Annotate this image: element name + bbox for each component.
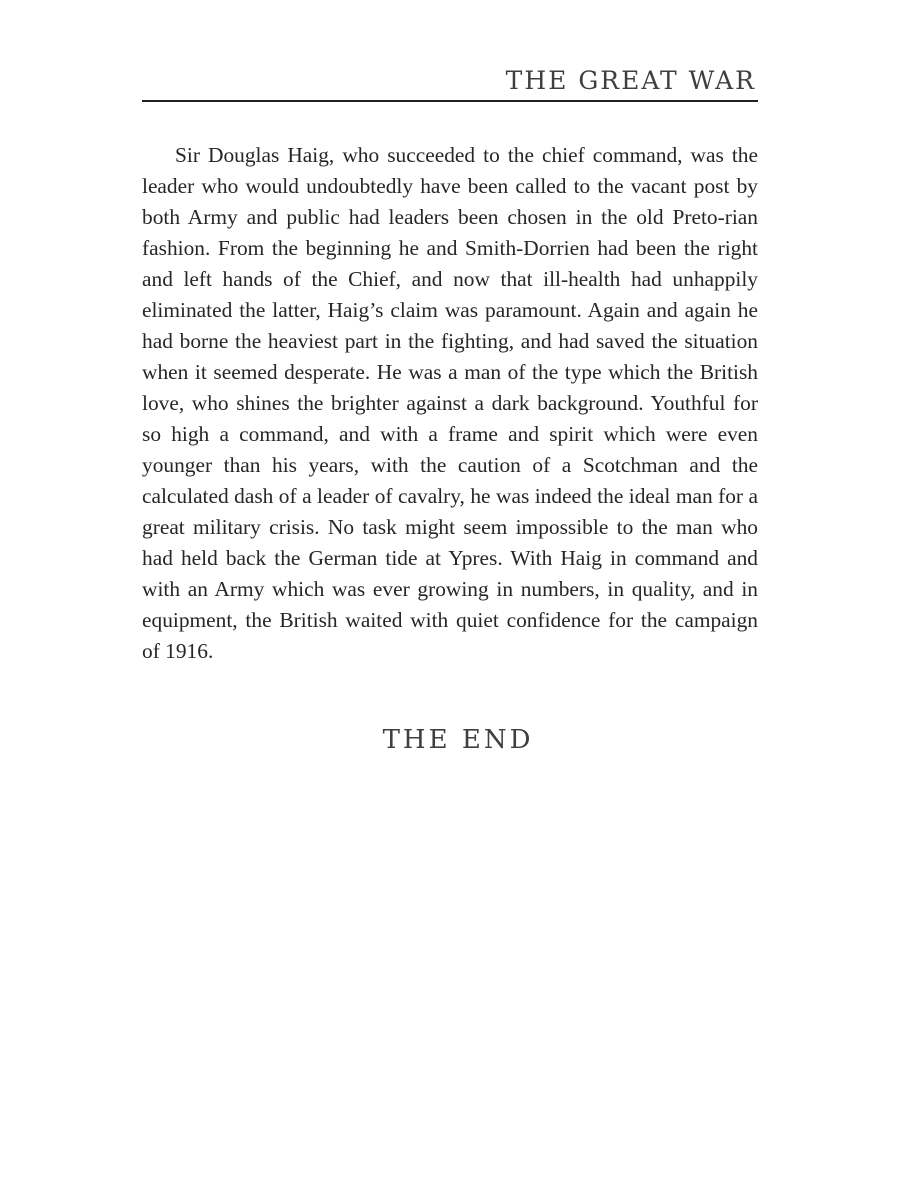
running-header: THE GREAT WAR bbox=[505, 66, 756, 95]
header-rule bbox=[142, 100, 758, 102]
body-paragraph: Sir Douglas Haig, who succeeded to the chief command, was the leader who would undoubtedly have been called to the vacant post by both Army and public had leaders been chosen in the old Preto-rian fashion. From the beginning he and Smith-Dorrien had been the right and left hands of the Chief, and now that ill-health had unhappily eliminated the latter, Haig’s claim was paramount. Again and again he had borne the heaviest part in the fighting, and had saved the situation when it seemed desperate. He was a man of the type which the British love, who shines the brighter against a dark background. Youthful for so high a command, and with a frame and spirit which were even younger than his years, with the caution of a Scotchman and the calculated dash of a leader of cavalry, he was indeed the ideal man for a great military crisis. No task might seem impossible to the man who had held back the German tide at Ypres. With Haig in command and with an Army which was ever growing in numbers, in quality, and in equipment, the British waited with quiet confidence for the campaign of 1916. bbox=[142, 143, 758, 663]
the-end-heading: THE END bbox=[382, 725, 534, 755]
